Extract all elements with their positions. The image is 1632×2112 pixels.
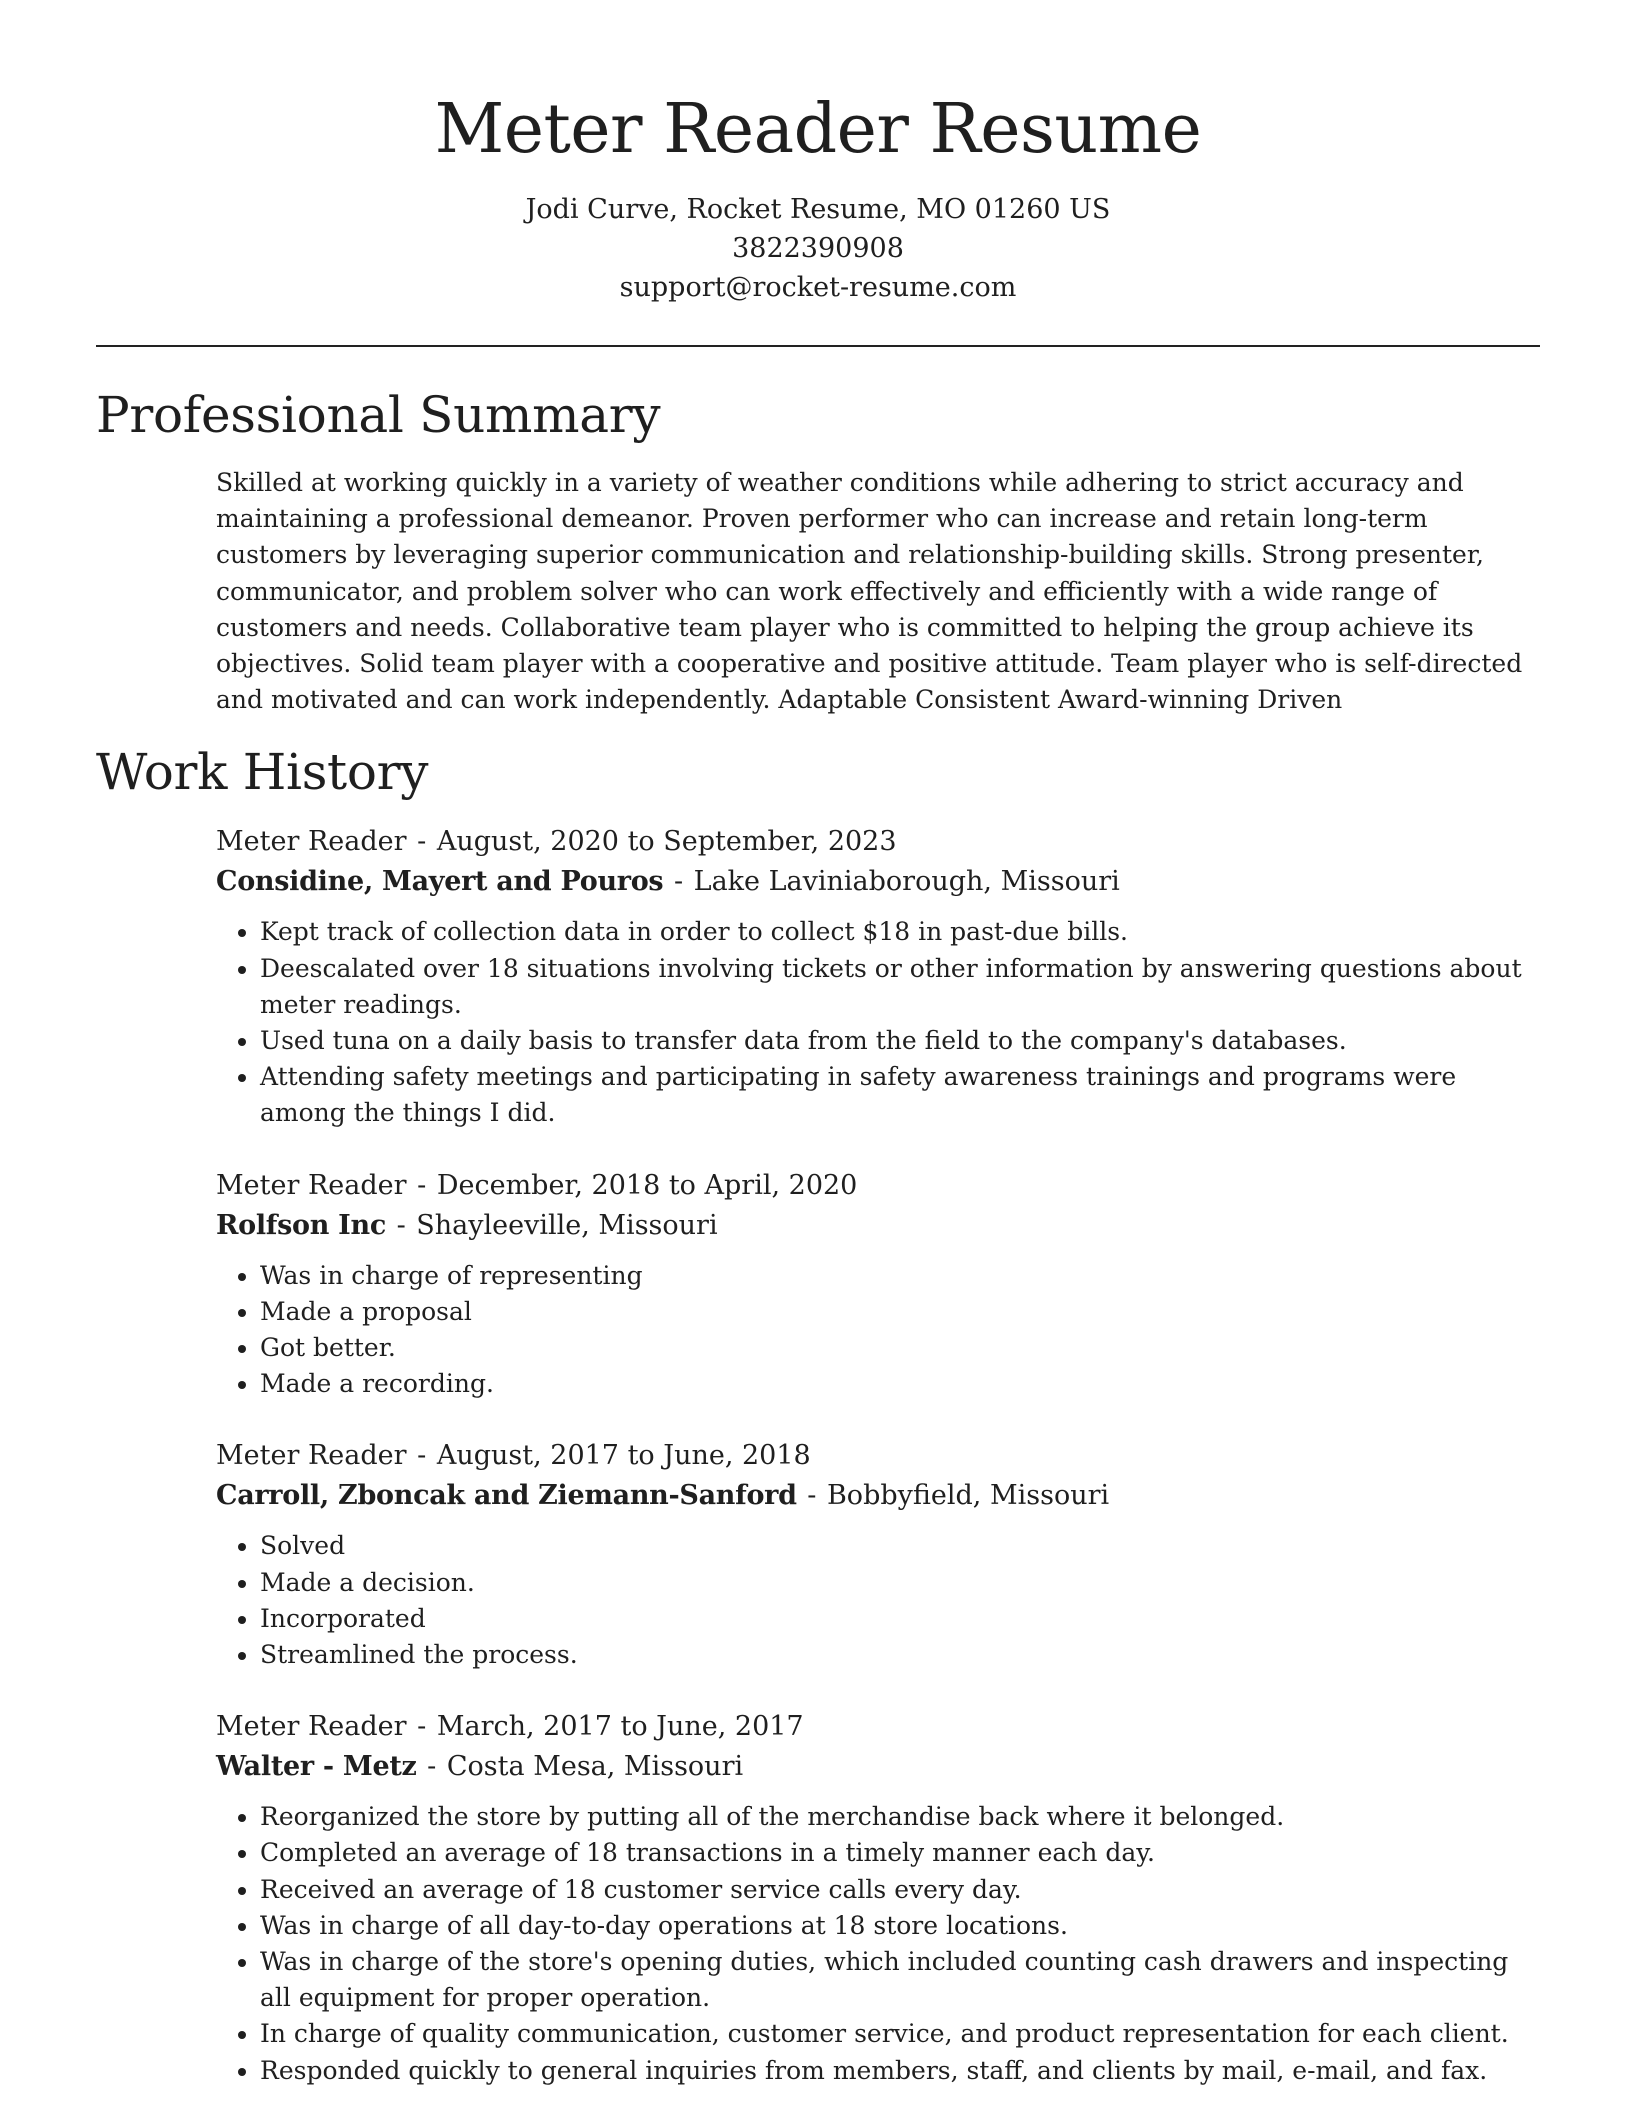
duty-item: • Made a proposal	[260, 1294, 1540, 1330]
job-company-line	[216, 1206, 1540, 1246]
contact-address: Jodi Curve, Rocket Resume, MO 01260 US	[525, 194, 1111, 225]
job-company-line	[216, 862, 1540, 902]
duty-item: • Made a decision.	[260, 1565, 1540, 1601]
title-separator: -	[417, 1711, 427, 1743]
company-separator: -	[673, 866, 684, 898]
job-company: Considine, Mayert and Pouros	[216, 866, 664, 898]
job-title-line	[216, 1707, 1540, 1747]
duty-item: • Was in charge of representing	[260, 1258, 1540, 1294]
job-company-line	[216, 1747, 1540, 1787]
job-role: Meter Reader	[216, 826, 407, 858]
contact-email: support@rocket-resume.com	[619, 272, 1017, 303]
company-separator: -	[427, 1751, 437, 1783]
duty-item: • Completed an average of 18 transactions in a timely manner each day.	[260, 1835, 1540, 1871]
title-separator: -	[417, 1169, 427, 1201]
summary-heading: Professional Summary	[96, 386, 661, 444]
summary-text: Skilled at working quickly in a variety of weather conditions while adhering to strict accuracy and maintaining a professional demeanor. Proven performer who can increase and retain long-term customers by leveraging superior communication and relationship-building skills. Strong presenter, communicator, and problem solver who can work effectively and efficiently with a wide range of customers and needs. Collaborative team player who is committed to helping the group achieve its objectives. Solid team player with a cooperative and positive attitude. Team player who is self-directed and motivated and can work independently. Adaptable Consistent Award-winning Driven	[216, 468, 1523, 715]
job-role: Meter Reader	[216, 1440, 407, 1472]
duty-item: • Was in charge of all day-to-day operations at 18 store locations.	[260, 1908, 1540, 1944]
job-location: Costa Mesa, Missouri	[446, 1751, 744, 1783]
job-role: Meter Reader	[216, 1711, 407, 1743]
duty-item: • Streamlined the process.	[260, 1637, 1540, 1673]
job-dates: March, 2017 to June, 2017	[436, 1711, 804, 1743]
job-dates: December, 2018 to April, 2020	[436, 1169, 858, 1201]
duty-item: • Used tuna on a daily basis to transfer data from the field to the company's databases.	[260, 1023, 1540, 1059]
job-location: Shayleeville, Missouri	[416, 1209, 718, 1241]
work-history-heading: Work History	[96, 743, 429, 802]
job-entry	[216, 1166, 1540, 1403]
job-duties	[216, 1528, 1540, 1673]
job-entry	[216, 1707, 1540, 2089]
header-divider	[96, 345, 1540, 347]
duty-item: • Attending safety meetings and participating in safety awareness trainings and programs were among the things I did.	[260, 1059, 1540, 1131]
company-separator: -	[807, 1480, 817, 1512]
job-company: Walter - Metz	[216, 1751, 417, 1783]
duty-item: • Solved	[260, 1528, 1540, 1564]
job-entry	[216, 822, 1540, 1131]
job-dates: August, 2017 to June, 2018	[436, 1440, 811, 1472]
resume-title: Meter Reader Resume	[434, 90, 1202, 169]
job-title-line	[216, 822, 1540, 862]
job-duties	[216, 914, 1540, 1131]
duty-item: • Made a recording.	[260, 1366, 1540, 1402]
job-dates: August, 2020 to September, 2023	[436, 826, 897, 858]
work-history-list	[216, 822, 1540, 2088]
duty-item: • Incorporated	[260, 1601, 1540, 1637]
job-company-line	[216, 1476, 1540, 1516]
job-location: Lake Laviniaborough, Missouri	[693, 866, 1120, 898]
duty-item: • Kept track of collection data in order to collect $18 in past-due bills.	[260, 914, 1540, 950]
title-separator: -	[417, 1440, 427, 1472]
job-role: Meter Reader	[216, 1169, 407, 1201]
job-title-line	[216, 1436, 1540, 1476]
job-company: Carroll, Zboncak and Ziemann-Sanford	[216, 1480, 797, 1512]
job-location: Bobbyfield, Missouri	[826, 1480, 1110, 1512]
duty-item: • Responded quickly to general inquiries from members, staff, and clients by mail, e-mail, and fax.	[260, 2053, 1540, 2089]
job-title-line	[216, 1166, 1540, 1206]
duty-item: • Was in charge of the store's opening duties, which included counting cash drawers and inspecting all equipment for proper operation.	[260, 1944, 1540, 2016]
company-separator: -	[396, 1209, 406, 1241]
contact-block	[96, 190, 1540, 307]
duty-item: • Deescalated over 18 situations involving tickets or other information by answering questions about meter readings.	[260, 951, 1540, 1023]
duty-item: • In charge of quality communication, customer service, and product representation for each client.	[260, 2016, 1540, 2052]
title-separator: -	[417, 826, 427, 858]
job-duties	[216, 1258, 1540, 1403]
duty-item: • Reorganized the store by putting all of the merchandise back where it belonged.	[260, 1799, 1540, 1835]
job-company: Rolfson Inc	[216, 1209, 386, 1241]
resume-page	[96, 0, 1540, 2089]
contact-phone: 3822390908	[732, 233, 904, 264]
job-duties	[216, 1799, 1540, 2089]
duty-item: • Got better.	[260, 1330, 1540, 1366]
job-entry	[216, 1436, 1540, 1673]
duty-item: • Received an average of 18 customer service calls every day.	[260, 1872, 1540, 1908]
